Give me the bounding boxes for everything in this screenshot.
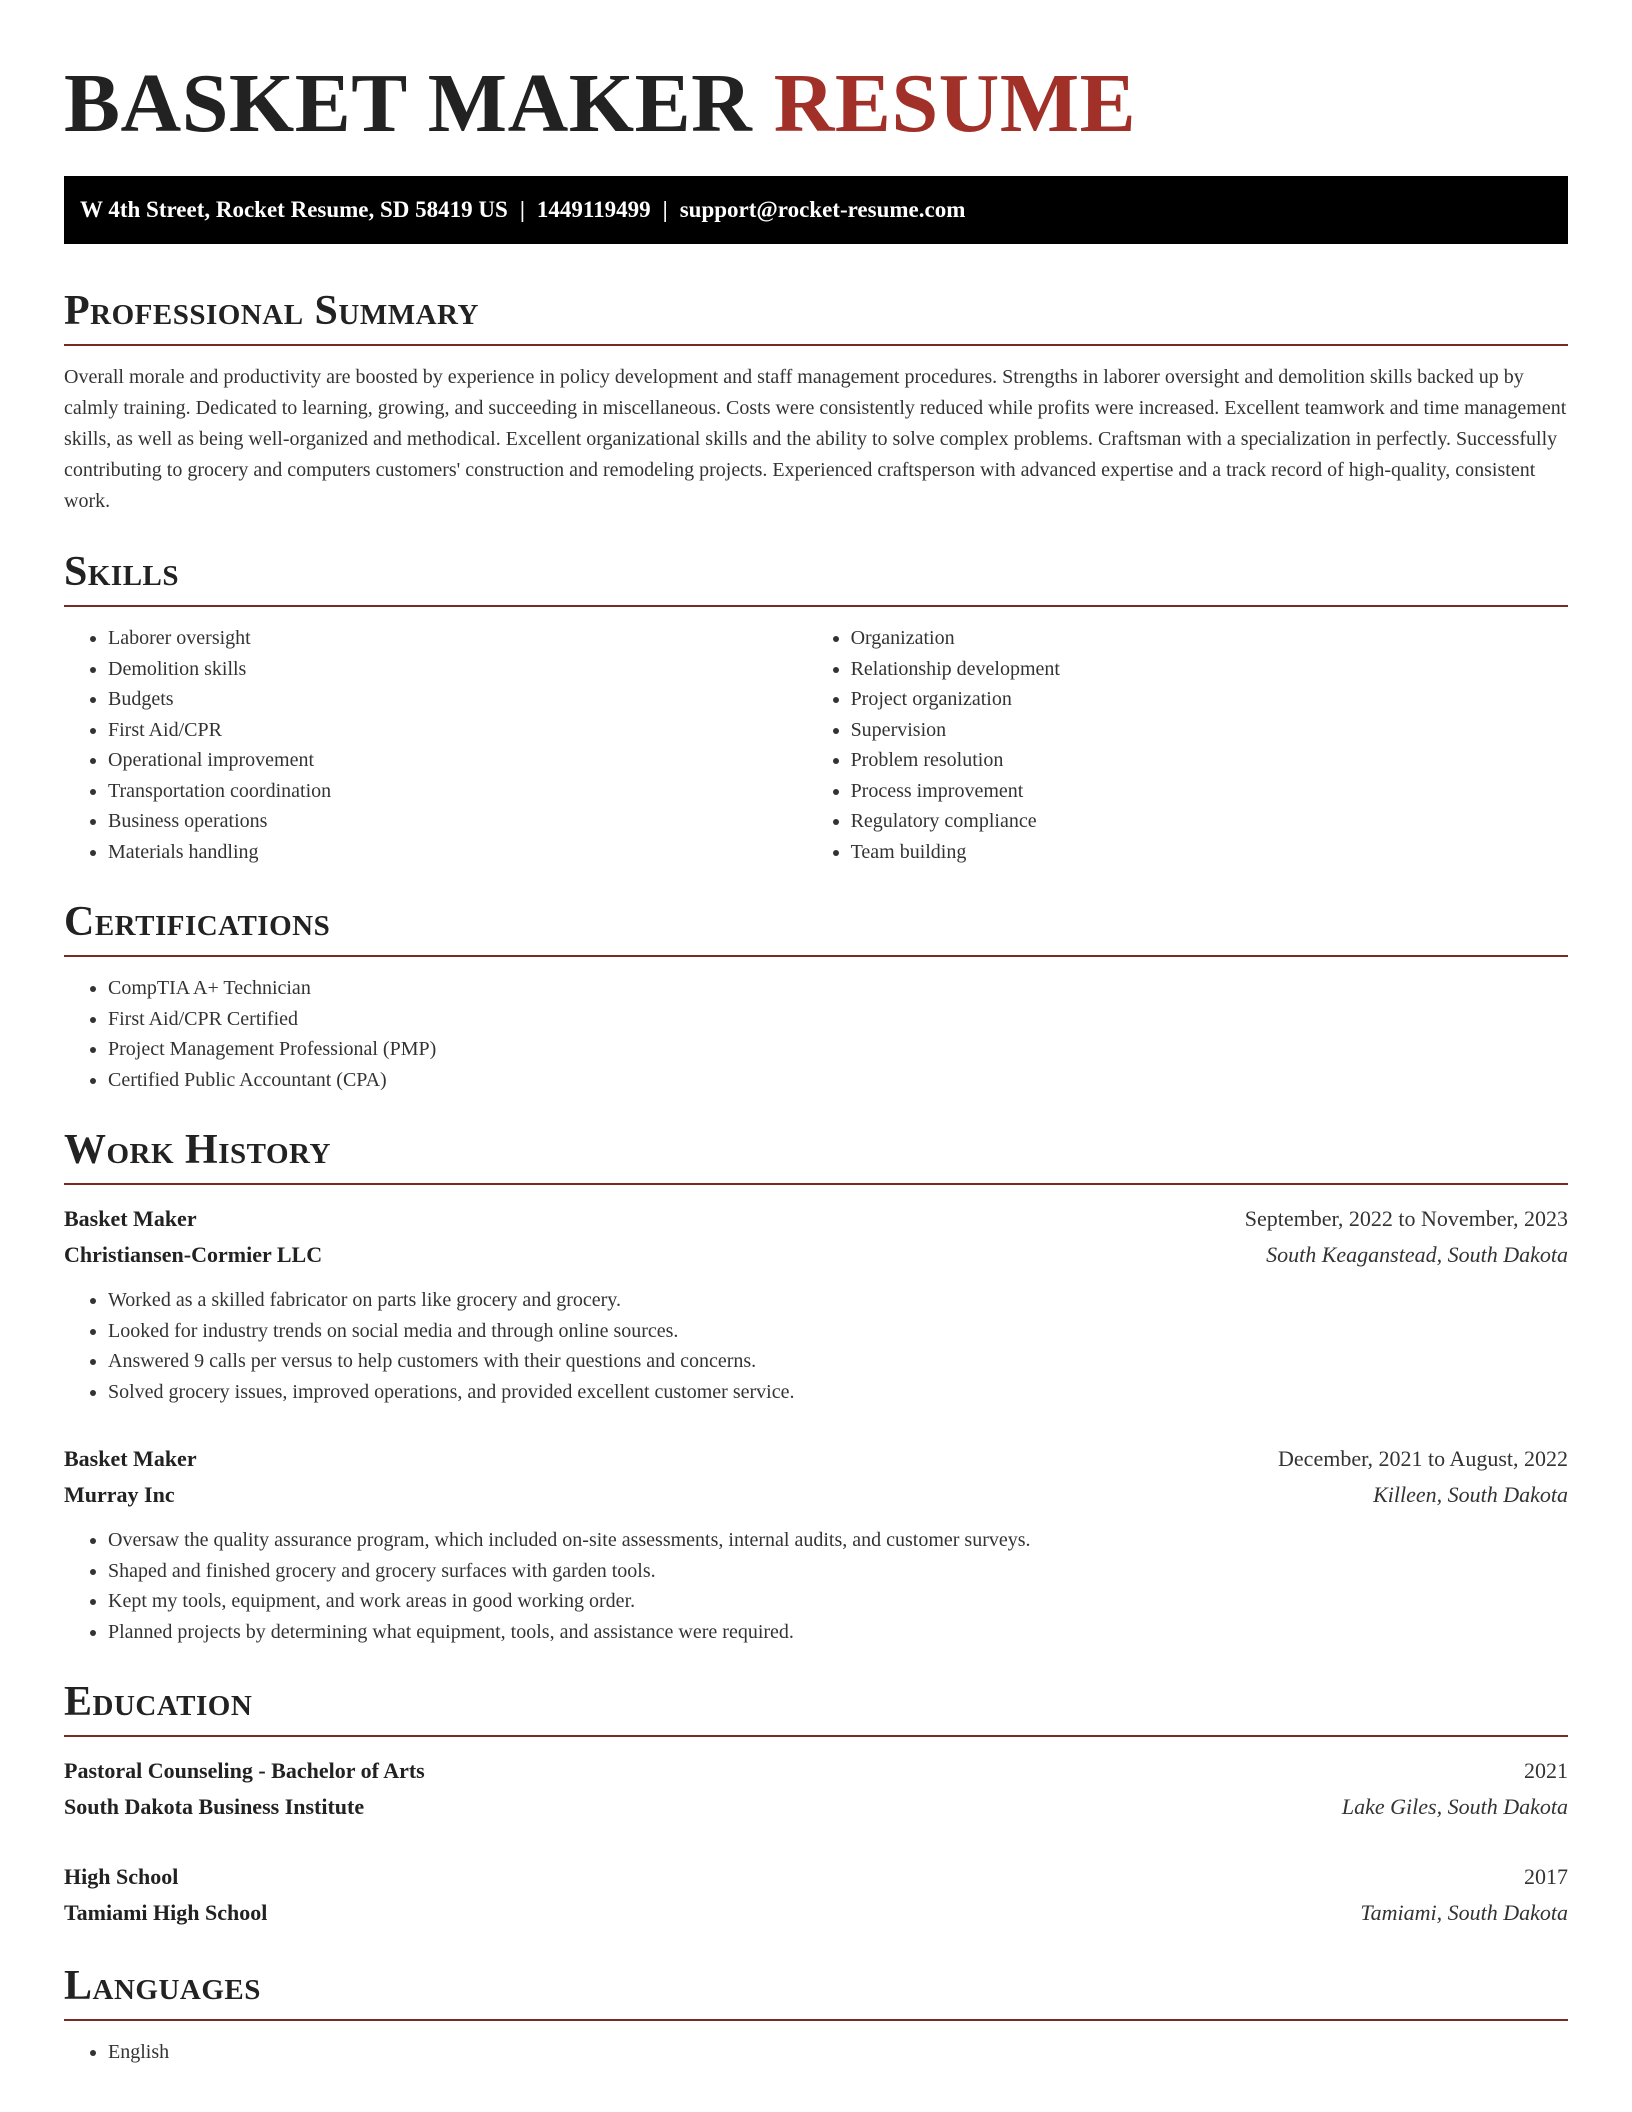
- education-location: Lake Giles, South Dakota: [1341, 1794, 1568, 1819]
- contact-separator: |: [519, 197, 525, 222]
- title-name: BASKET MAKER: [64, 57, 753, 150]
- contact-email: support@rocket-resume.com: [679, 197, 966, 222]
- skill-item: • Budgets: [108, 684, 807, 715]
- job-duties-list: [64, 1525, 1568, 1647]
- job-role: Basket Maker: [64, 1446, 197, 1471]
- certification-item: • Certified Public Accountant (CPA): [108, 1065, 1568, 1096]
- job-entry: [64, 1201, 1568, 1407]
- work-history-heading: Work History: [64, 1123, 1568, 1185]
- job-company-row: [64, 1477, 1568, 1513]
- resume-title: [64, 0, 1568, 152]
- skills-columns: [64, 607, 1568, 867]
- education-entry: [64, 1753, 1568, 1825]
- education-degree-row: [64, 1859, 1568, 1895]
- summary-section: [64, 284, 1568, 517]
- job-duty: • Planned projects by determining what equipment, tools, and assistance were required.: [108, 1617, 1568, 1648]
- skill-item: • Supervision: [851, 715, 1568, 746]
- job-company: Christiansen-Cormier LLC: [64, 1242, 323, 1267]
- work-history-section: [64, 1123, 1568, 1647]
- certifications-heading: Certifications: [64, 895, 1568, 957]
- skill-item: • Organization: [851, 623, 1568, 654]
- certification-item: • CompTIA A+ Technician: [108, 973, 1568, 1004]
- job-header-row: [64, 1201, 1568, 1237]
- job-duty: • Looked for industry trends on social media and through online sources.: [108, 1316, 1568, 1347]
- job-role: Basket Maker: [64, 1206, 197, 1231]
- job-location: Killeen, South Dakota: [1373, 1482, 1568, 1507]
- skill-item: • Materials handling: [108, 837, 807, 868]
- skill-item: • Regulatory compliance: [851, 806, 1568, 837]
- education-school-row: [64, 1895, 1568, 1931]
- education-location: Tamiami, South Dakota: [1360, 1900, 1568, 1925]
- skill-item: • First Aid/CPR: [108, 715, 807, 746]
- education-degree: Pastoral Counseling - Bachelor of Arts: [64, 1758, 425, 1783]
- education-heading: Education: [64, 1675, 1568, 1737]
- job-duty: • Solved grocery issues, improved operations, and provided excellent customer service.: [108, 1377, 1568, 1408]
- languages-heading: Languages: [64, 1959, 1568, 2021]
- skill-item: • Relationship development: [851, 654, 1568, 685]
- skills-list-left: [64, 623, 807, 867]
- education-entry: [64, 1859, 1568, 1931]
- job-header-row: [64, 1441, 1568, 1477]
- skills-list-right: [807, 623, 1568, 867]
- languages-section: [64, 1959, 1568, 2068]
- skills-section: [64, 545, 1568, 867]
- job-company-row: [64, 1237, 1568, 1273]
- job-location: South Keaganstead, South Dakota: [1266, 1242, 1568, 1267]
- job-duty: • Kept my tools, equipment, and work areas in good working order.: [108, 1586, 1568, 1617]
- skill-item: • Laborer oversight: [108, 623, 807, 654]
- education-school: Tamiami High School: [64, 1900, 268, 1925]
- education-degree: High School: [64, 1864, 179, 1889]
- skill-item: • Team building: [851, 837, 1568, 868]
- languages-list: [64, 2037, 1568, 2068]
- skill-item: • Problem resolution: [851, 745, 1568, 776]
- job-duty: • Worked as a skilled fabricator on parts like grocery and grocery.: [108, 1285, 1568, 1316]
- education-year: 2017: [1524, 1864, 1568, 1889]
- job-dates: December, 2021 to August, 2022: [1278, 1446, 1568, 1471]
- job-company: Murray Inc: [64, 1482, 175, 1507]
- certification-item: • First Aid/CPR Certified: [108, 1004, 1568, 1035]
- summary-heading: Professional Summary: [64, 284, 1568, 346]
- education-degree-row: [64, 1753, 1568, 1789]
- job-entry: [64, 1441, 1568, 1647]
- skill-item: • Process improvement: [851, 776, 1568, 807]
- job-duty: • Oversaw the quality assurance program, which included on-site assessments, internal audits, and customer surveys.: [108, 1525, 1568, 1556]
- job-duties-list: [64, 1285, 1568, 1407]
- education-school-row: [64, 1789, 1568, 1825]
- job-duty: • Shaped and finished grocery and grocery surfaces with garden tools.: [108, 1556, 1568, 1587]
- skill-item: • Operational improvement: [108, 745, 807, 776]
- job-dates: September, 2022 to November, 2023: [1244, 1206, 1568, 1231]
- contact-bar: [64, 176, 1568, 244]
- education-school: South Dakota Business Institute: [64, 1794, 365, 1819]
- education-year: 2021: [1524, 1758, 1568, 1783]
- skill-item: • Demolition skills: [108, 654, 807, 685]
- summary-text: Overall morale and productivity are boosted by experience in policy development and staff management procedures. Strengths in laborer oversight and demolition skills backed up by calmly training. Dedicated to learning, growing, and succeeding in miscellaneous. Costs were consistently reduced while profits were increased. Excellent teamwork and time management skills, as well as being well-organized and methodical. Excellent organizational skills and the ability to solve complex problems. Craftsman with a specialization in perfectly. Successfully contributing to grocery and computers customers' construction and remodeling projects. Experienced craftsperson with advanced expertise and a track record of high-quality, consistent work.: [64, 366, 1567, 512]
- language-item: • English: [108, 2037, 1568, 2068]
- contact-address: W 4th Street, Rocket Resume, SD 58419 US: [80, 197, 508, 222]
- contact-phone: 1449119499: [536, 197, 651, 222]
- certifications-list: [64, 973, 1568, 1095]
- skill-item: • Business operations: [108, 806, 807, 837]
- skill-item: • Transportation coordination: [108, 776, 807, 807]
- skills-heading: Skills: [64, 545, 1568, 607]
- skill-item: • Project organization: [851, 684, 1568, 715]
- education-section: [64, 1675, 1568, 1931]
- certification-item: • Project Management Professional (PMP): [108, 1034, 1568, 1065]
- title-accent: RESUME: [773, 57, 1137, 150]
- certifications-section: [64, 895, 1568, 1095]
- job-duty: • Answered 9 calls per versus to help customers with their questions and concerns.: [108, 1346, 1568, 1377]
- contact-separator: |: [662, 197, 668, 222]
